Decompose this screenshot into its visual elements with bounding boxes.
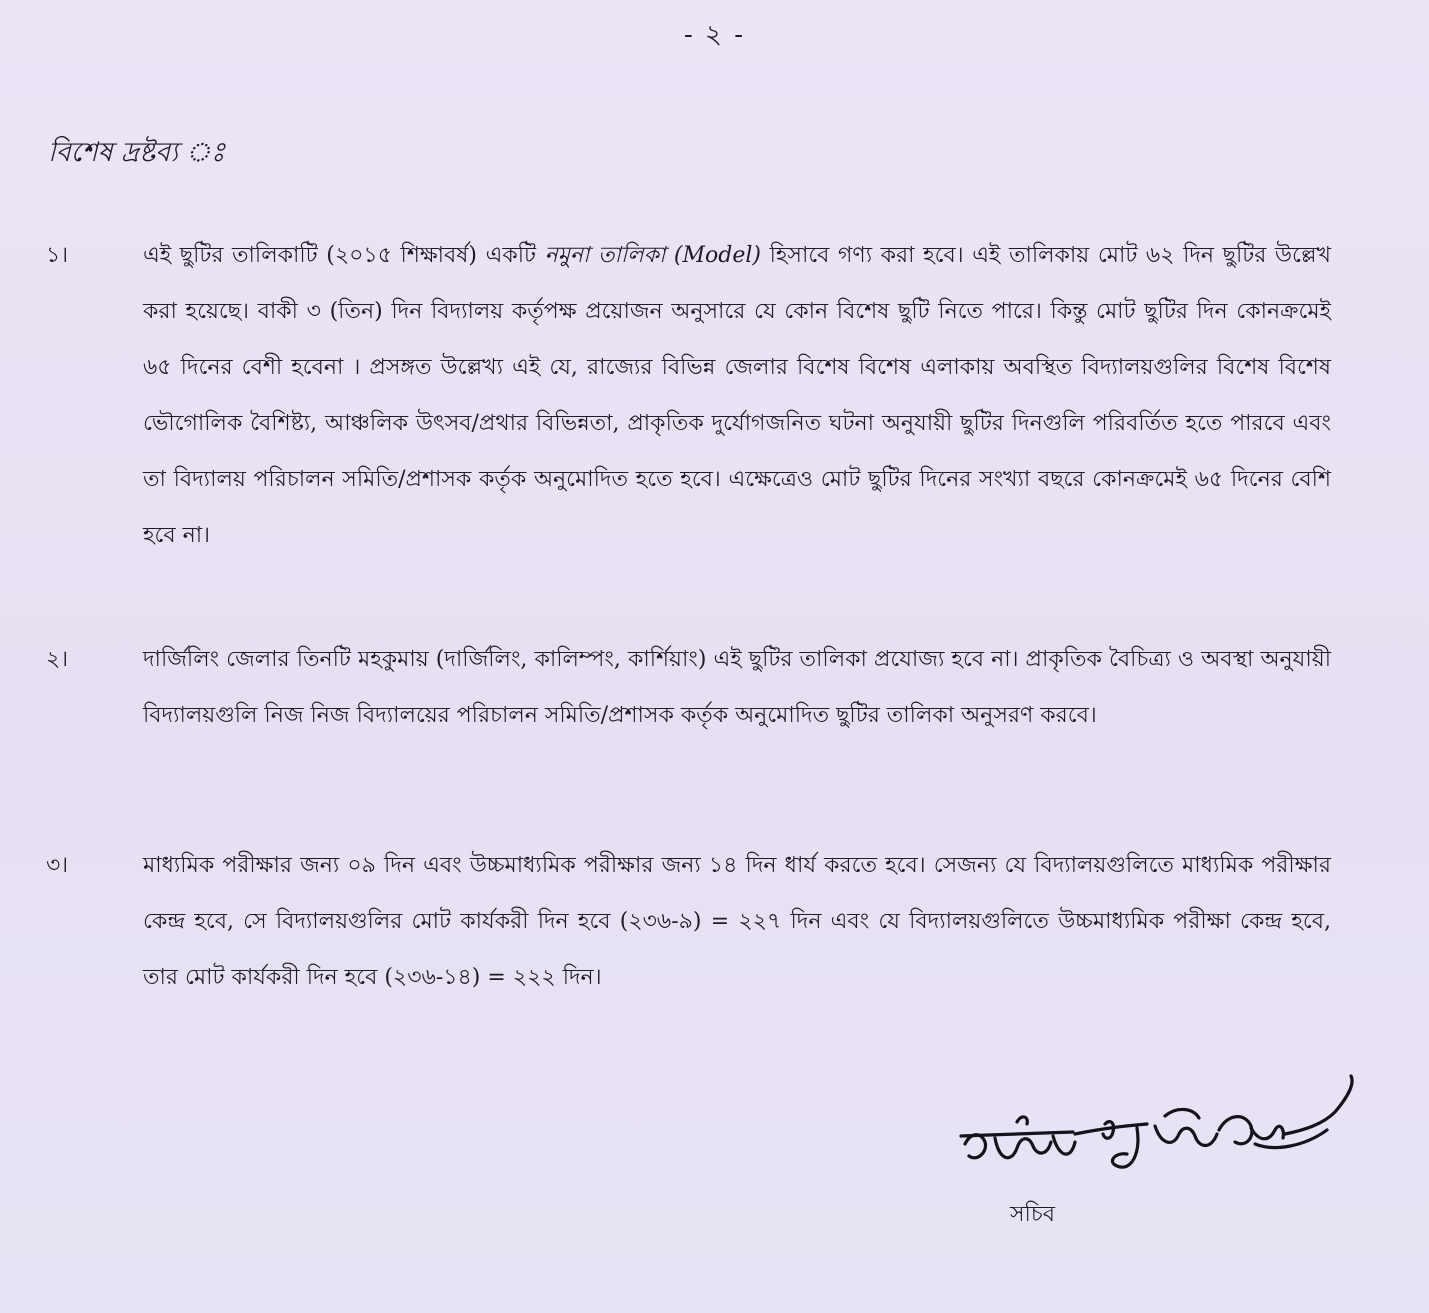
note-text [143,228,1331,564]
note-emphasis: নমুনা তালিকা (Model) [544,243,761,268]
note-number: ২। [46,647,69,672]
signatory-designation: সচিব [1010,1202,1055,1227]
note-text: মাধ্যমিক পরীক্ষার জন্য ০৯ দিন এবং উচ্চমাধ্যমিক পরীক্ষার জন্য ১৪ দিন ধার্য করতে হবে। সেজন্য যে বিদ্যালয়গুলিতে মাধ্যমিক পরীক্ষার কেন্দ্র হবে, সে বিদ্যালয়গুলির মোট কার্যকরী দিন হবে (২৩৬-৯) = ২২৭ দিন এবং যে বিদ্যালয়গুলিতে উচ্চমাধ্যমিক পরীক্ষা কেন্দ্র হবে, তার মোট কার্যকরী দিন হবে (২৩৬-১৪) = ২২২ দিন। [143,853,1331,990]
note-number: ৩। [46,853,69,878]
handwritten-signature [955,1072,1375,1192]
note-text: দার্জিলিং জেলার তিনটি মহকুমায় (দার্জিলিং, কালিম্পং, কার্শিয়াং) এই ছুটির তালিকা প্রযোজ্য হবে না। প্রাকৃতিক বৈচিত্র্য ও অবস্থা অনুযায়ী বিদ্যালয়গুলি নিজ নিজ বিদ্যালয়ের পরিচালন সমিতি/প্রশাসক কর্তৃক অনুমোদিত ছুটির তালিকা অনুসরণ করবে। [143,647,1331,728]
note-text-after: হিসাবে গণ্য করা হবে। এই তালিকায় মোট ৬২ দিন ছুটির উল্লেখ করা হয়েছে। বাকী ৩ (তিন) দিন বিদ্যালয় কর্তৃপক্ষ প্রয়োজন অনুসারে যে কোন বিশেষ ছুটি নিতে পারে। কিন্তু মোট ছুটির দিন কোনক্রমেই ৬৫ দিনের বেশী হবেনা । প্রসঙ্গত উল্লেখ্য এই যে, রাজ্যের বিভিন্ন জেলার বিশেষ বিশেষ এলাকায় অবস্থিত বিদ্যালয়গুলির বিশেষ বিশেষ ভৌগোলিক বৈশিষ্ট্য, আঞ্চলিক উৎসব/প্রথার বিভিন্নতা, প্রাকৃতিক দুর্যোগজনিত ঘটনা অনুযায়ী ছুটির দিনগুলি পরিবর্তিত হতে পারবে এবং তা বিদ্যালয় পরিচালন সমিতি/প্রশাসক কর্তৃক অনুমোদিত হতে হবে। এক্ষেত্রেও মোট ছুটির দিনের সংখ্যা বছরে কোনক্রমেই ৬৫ দিনের বেশি হবে না। [143,243,1331,548]
page-number: - ২ - [683,20,745,50]
note-number: ১। [46,243,69,268]
note-text-before: এই ছুটির তালিকাটি (২০১৫ শিক্ষাবর্ষ) একটি [143,243,545,268]
heading-special-notes: বিশেষ দ্রষ্টব্য ঃ [48,137,226,168]
